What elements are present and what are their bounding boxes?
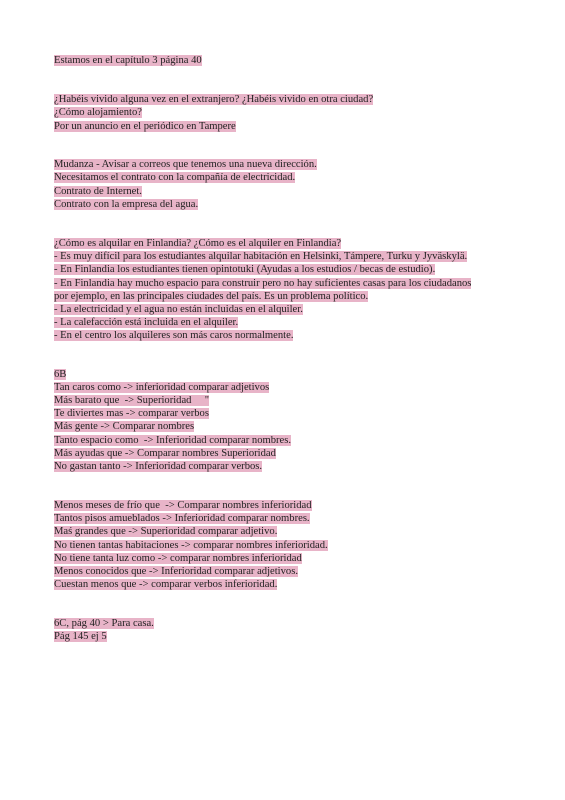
- text-line: ¿Habéis vivido alguna vez en el extranjero? ¿Habéis vivido en otra ciudad?: [54, 94, 374, 105]
- section-label: 6B: [54, 369, 67, 380]
- text-line: Pág 145 ej 5: [54, 631, 107, 642]
- text-line: - La calefacción está incluida en el alquiler.: [54, 317, 239, 328]
- text-line: ¿Cómo alojamiento?: [54, 107, 142, 118]
- text-line: No gastan tanto -> Inferioridad comparar verbos.: [54, 461, 263, 472]
- text-line: Maś grandes que -> Superioridad comparar adjetivo.: [54, 526, 278, 537]
- text-line: Menos conocidos que -> Inferioridad comparar adjetivos.: [54, 566, 298, 577]
- text-line: - En Finlandia hay mucho espacio para construir pero no hay suficientes casas para los ciudadanos: [54, 278, 472, 289]
- text-line: - En Finlandia los estudiantes tienen opintotuki (Ayudas a los estudios / becas de estudio).: [54, 264, 436, 275]
- text-line: - En el centro los alquileres son más caros normalmente.: [54, 330, 294, 341]
- text-line: ¿Cómo es alquilar en Finlandia? ¿Cómo es el alquiler en Finlandia?: [54, 238, 342, 249]
- text-line: Mudanza - Avisar a correos que tenemos una nueva dirección.: [54, 159, 317, 170]
- text-line: Menos meses de frío que -> Comparar nombres inferioridad: [54, 500, 312, 511]
- text-line: Por un anuncio en el periódico en Tampere: [54, 121, 236, 132]
- text-line: Contrato con la empresa del agua.: [54, 199, 199, 210]
- text-line: No tiene tanta luz como -> comparar nombres inferioridad: [54, 553, 302, 564]
- text-line: Tan caros como -> inferioridad comparar adjetivos: [54, 382, 270, 393]
- text-line: - La electricidad y el agua no están incluidas en el alquiler.: [54, 304, 303, 315]
- text-line: por ejemplo, en las principales ciudades del país. Es un problema político.: [54, 291, 369, 302]
- text-line: Cuestan menos que -> comparar verbos inferioridad.: [54, 579, 278, 590]
- text-line: 6C, pág 40 > Para casa.: [54, 618, 154, 629]
- text-line: - Es muy difícil para los estudiantes alquilar habitación en Helsinki, Támpere, Turku y Jyväskylä.: [54, 251, 468, 262]
- text-line: Más ayudas que -> Comparar nombres Superioridad: [54, 448, 276, 459]
- text-line: Tantos pisos amueblados -> Inferioridad comparar nombres.: [54, 513, 310, 524]
- text-line: Necesitamos el contrato con la compañía de electricidad.: [54, 172, 296, 183]
- text-line: No tienen tantas habitaciones -> comparar nombres inferioridad.: [54, 540, 328, 551]
- text-line: Tanto espacio como -> Inferioridad comparar nombres.: [54, 435, 292, 446]
- document-header: Estamos en el capítulo 3 página 40: [54, 55, 202, 66]
- text-line: Más gente -> Comparar nombres: [54, 421, 195, 432]
- text-line: Contrato de Internet.: [54, 186, 142, 197]
- text-line: Te diviertes mas -> comparar verbos: [54, 408, 209, 419]
- text-line: Más barato que -> Superioridad ": [54, 395, 210, 406]
